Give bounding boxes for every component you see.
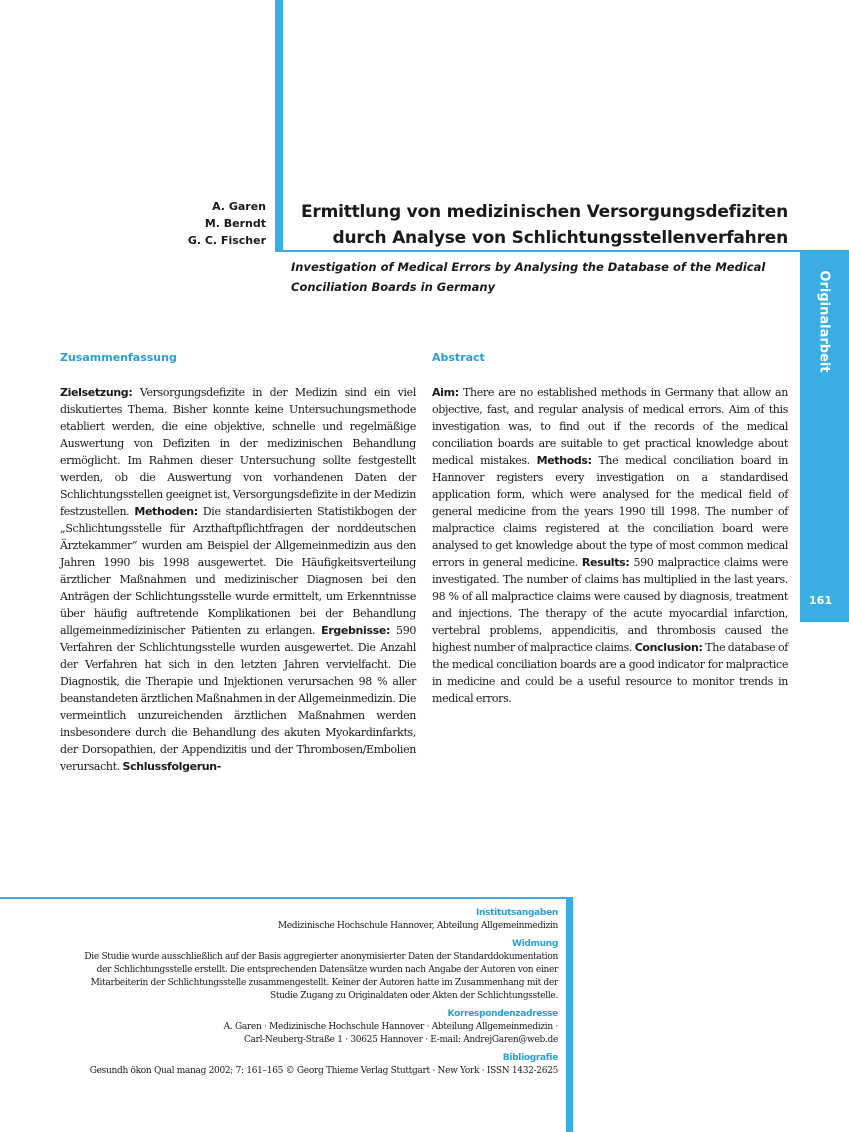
results-text: 590 malpractice claims were investigated. The number of claims has multiplied in the last years. 98 % of all malpractice claims were caused by diagnosis, treatment and injections. The therapy of the acute myocardial infarction, vertebral problems, appendicitis, and thrombosis caused the highest number of malpractice claims. [432, 556, 789, 654]
aim-text: Versorgungsdefizite in der Medizin sind ein viel diskutiertes Thema. Bisher konnte keine Untersuchungsmethode etabliert werden, die eine objektive, schnelle und regelmäßige Auswertung von Defiziten in der medizinischen Behandlung ermöglicht. Im Rahmen dieser Untersuchung sollte festgestellt werden, ob die Auswertung von vorhandenen Daten der Schlichtungsstellen geeignet ist, Versorgungsdefizite in der Medizin festzustellen. [60, 386, 416, 518]
results-label: Ergebnisse: [321, 624, 391, 637]
bibliography-text: Gesundh ökon Qual manag 2002; 7: 161–165 © Georg Thieme Verlag Stuttgart · New York · ISSN 1432-2625 [89, 1066, 558, 1076]
aim-text: There are no established methods in Germany that allow an objective, fast, and regular analysis of medical errors. Aim of this investigation was, to find out if the records of the medical conciliation boards are suitable to get practical knowledge about medical mistakes. [432, 386, 788, 467]
header-vertical-rule [275, 0, 283, 251]
article-title [292, 199, 788, 251]
author-name: M. Berndt [204, 217, 266, 230]
article-type-label: Originalarbeit [817, 269, 833, 373]
institution-heading: Institutsangaben [475, 908, 558, 918]
aim-label: Aim: [432, 386, 459, 399]
author-name: G. C. Fischer [187, 234, 266, 247]
results-text: 590 Verfahren der Schlichtungsstelle wurden ausgewertet. Die Anzahl der Verfahren hat sich in den letzten Jahren vervielfacht. Die Diagnostik, die Therapie und Injektionen verursachen 98 % aller beanstandeten ärztlichen Maßnahmen in der Allgemeinmedizin. Die vermeintlich unzureichenden ärztlichen Maßnahmen werden insbesondere durch die Behandlung des akuten Myokardinfarkts, der Dorsopathien, der Appendizitis und der Thrombosen/Embolien verursacht. [60, 624, 416, 773]
english-title [291, 257, 781, 297]
methods-text: Die standardisierten Statistikbogen der „Schlichtungsstelle für Arzthaftpflichtfragen der norddeutschen Ärztekammer“ wurden am Beispiel der Allgemeinmedizin aus den Jahren 1990 bis 1998 ausgewertet. Die Häufigkeitsverteilung ärztlicher Maßnahmen und medizinischer Diagnosen bei den Anträgen der Schlichtungsstelle wurde ermittelt, um Erkenntnisse über häufig auftretende Komplikationen bei der Behandlung allgemeinmedizinischer Patienten zu erlangen. [60, 505, 416, 637]
english-title-line: Investigation of Medical Errors by Analysing the Database of the Medical [291, 260, 766, 274]
dedication-line: Studie Zugang zu Originaldaten oder Akten der Schlichtungsstelle. [269, 991, 558, 1001]
correspondence-line: A. Garen · Medizinische Hochschule Hannover · Abteilung Allgemeinmedizin · [223, 1022, 558, 1032]
dedication-line: Die Studie wurde ausschließlich auf der Basis aggregierter anonymisierter Daten der Standarddokumentation [84, 952, 558, 962]
correspondence-heading: Korrespondenzadresse [447, 1009, 558, 1019]
methods-label: Methods: [536, 454, 592, 467]
page-number: 161 [809, 594, 832, 607]
article-title-line: durch Analyse von Schlichtungsstellenverfahren [332, 228, 788, 248]
side-tab-label-wrap [800, 251, 849, 391]
conclusion-text: The database of the medical conciliation boards are a good indicator for malpractice in medicine and could be a useful resource to monitor trends in medical errors. [432, 641, 788, 705]
english-abstract-heading: Abstract [432, 351, 485, 364]
correspondence-line: Carl-Neuberg-Straße 1 · 30625 Hannover · E-mail: AndrejGaren@web.de [243, 1035, 558, 1045]
dedication-line: Mitarbeiterin der Schlichtungsstelle zusammengestellt. Keiner der Autoren hatte im Zusammenhang mit der [90, 978, 558, 988]
aim-label: Zielsetzung: [60, 386, 133, 399]
author-list [188, 198, 266, 249]
methods-label: Methoden: [134, 505, 198, 518]
dedication-heading: Widmung [512, 939, 558, 949]
results-label: Results: [581, 556, 630, 569]
footer-vertical-rule [566, 897, 573, 1132]
article-title-line: Ermittlung von medizinischen Versorgungsdefiziten [300, 202, 788, 222]
conclusion-label: Conclusion: [634, 641, 703, 654]
bibliography-heading: Bibliografie [502, 1053, 558, 1063]
german-abstract-heading: Zusammenfassung [60, 351, 177, 364]
article-footer [45, 907, 558, 1078]
institution-text: Medizinische Hochschule Hannover, Abteilung Allgemeinmedizin [277, 921, 558, 931]
german-abstract-body [60, 384, 416, 775]
conclusion-label: Schlussfolgerun- [122, 760, 221, 773]
dedication-line: der Schlichtungsstelle erstellt. Die entsprechenden Datensätze wurden nach Angabe der Autoren von einer [96, 965, 558, 975]
author-name: A. Garen [212, 200, 266, 213]
english-abstract-body [432, 384, 788, 707]
methods-text: The medical conciliation board in Hannover registers every investigation on a standardised application form, which were analysed for the medical field of general medicine from the years 1990 till 1998. The number of malpractice claims registered at the conciliation board were analysed to get knowledge about the type of most common medical errors in general medicine. [432, 454, 788, 569]
footer-rule [0, 897, 566, 899]
english-title-line: Conciliation Boards in Germany [291, 280, 496, 294]
